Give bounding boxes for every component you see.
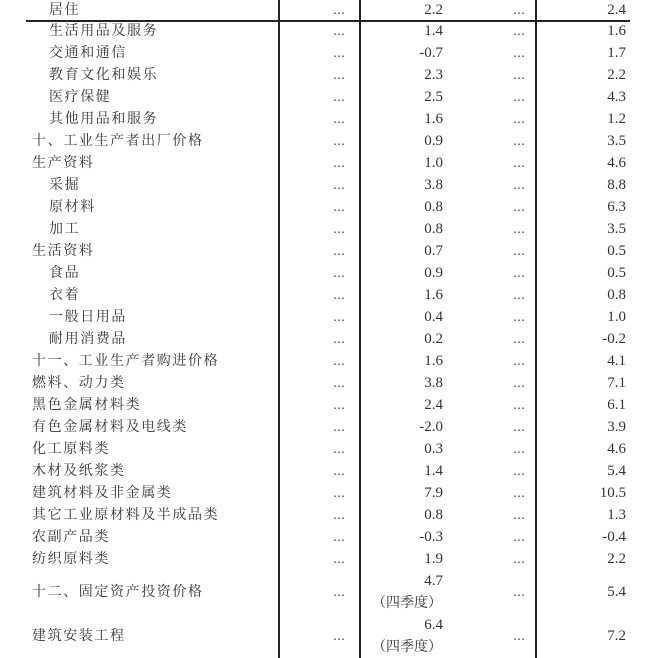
cell-col2: 1.6 xyxy=(424,111,443,127)
row-label: 食品 xyxy=(49,265,81,281)
cell-col1: … xyxy=(333,508,345,522)
cell-col4: -0.2 xyxy=(602,331,626,347)
row-label: 一般日用品 xyxy=(49,309,127,325)
row-label: 木材及纸浆类 xyxy=(32,463,126,479)
cell-col3: … xyxy=(513,552,525,566)
table-row xyxy=(0,86,650,108)
cell-col2-note: （四季度） xyxy=(372,639,442,655)
cell-col4: 1.2 xyxy=(607,111,626,127)
row-label: 建筑材料及非金属类 xyxy=(32,485,173,501)
table-row xyxy=(0,262,650,284)
cell-col3: … xyxy=(513,464,525,478)
cell-col1: … xyxy=(333,530,345,544)
cell-col1: … xyxy=(333,3,345,17)
row-label: 居住 xyxy=(49,2,81,18)
table-row xyxy=(0,570,650,614)
cell-col2: 2.5 xyxy=(424,89,443,105)
cell-col3: … xyxy=(513,310,525,324)
row-label: 采掘 xyxy=(49,177,81,193)
table-row xyxy=(0,108,650,130)
cell-col1: … xyxy=(333,156,345,170)
table-row xyxy=(0,152,650,174)
cell-col3: … xyxy=(513,244,525,258)
cell-col1: … xyxy=(333,222,345,236)
cell-col3: … xyxy=(513,46,525,60)
cell-col2: -2.0 xyxy=(419,419,443,435)
row-label: 生活用品及服务 xyxy=(49,23,159,39)
cell-col3: … xyxy=(513,442,525,456)
cell-col3: … xyxy=(513,68,525,82)
cell-col4: 2.2 xyxy=(607,551,626,567)
cell-col2: 3.8 xyxy=(424,375,443,391)
row-label: 燃料、动力类 xyxy=(32,375,126,391)
table-row xyxy=(0,614,650,658)
cell-col3: … xyxy=(513,3,525,17)
cell-col1: … xyxy=(333,178,345,192)
cell-col2: 0.3 xyxy=(424,441,443,457)
cell-col4: 5.4 xyxy=(607,463,626,479)
cell-col2: 3.8 xyxy=(424,177,443,193)
cell-col2: 2.3 xyxy=(424,67,443,83)
cell-col1: … xyxy=(333,46,345,60)
cell-col4: 4.6 xyxy=(607,155,626,171)
table-row xyxy=(0,42,650,64)
cell-col2: 0.4 xyxy=(424,309,443,325)
cell-col3: … xyxy=(513,376,525,390)
cell-col3: … xyxy=(513,398,525,412)
cell-col2: 0.9 xyxy=(424,133,443,149)
cell-col3: … xyxy=(513,508,525,522)
table-row xyxy=(0,218,650,240)
cell-col3: … xyxy=(513,24,525,38)
cell-col3: … xyxy=(513,200,525,214)
cell-col3: … xyxy=(513,178,525,192)
row-label: 原材料 xyxy=(49,199,96,215)
cell-col3: … xyxy=(513,156,525,170)
cell-col1: … xyxy=(333,200,345,214)
table-row xyxy=(0,174,650,196)
cell-col1: … xyxy=(333,398,345,412)
table-row xyxy=(0,526,650,548)
cell-col2: 1.6 xyxy=(424,353,443,369)
cell-col3: … xyxy=(513,134,525,148)
cell-col2: 1.6 xyxy=(424,287,443,303)
row-label: 其他用品和服务 xyxy=(49,111,159,127)
row-label: 交通和通信 xyxy=(49,45,127,61)
row-label: 衣着 xyxy=(49,287,81,303)
cell-col1: … xyxy=(333,244,345,258)
cell-col2: 2.2 xyxy=(424,2,443,18)
cell-col1: … xyxy=(333,420,345,434)
cell-col3: … xyxy=(513,222,525,236)
cell-col1: … xyxy=(333,552,345,566)
cell-col2: 0.7 xyxy=(424,243,443,259)
table-row xyxy=(0,548,650,570)
table-row xyxy=(0,284,650,306)
row-label: 黑色金属材料类 xyxy=(32,397,142,413)
cell-col4: 2.4 xyxy=(607,2,626,18)
cell-col1: … xyxy=(333,332,345,346)
cell-col2: 1.9 xyxy=(424,551,443,567)
row-label: 有色金属材料及电线类 xyxy=(32,419,188,435)
cell-col4: 3.9 xyxy=(607,419,626,435)
table-row xyxy=(0,240,650,262)
cell-col4: 4.1 xyxy=(607,353,626,369)
cell-col4: 0.5 xyxy=(607,265,626,281)
cell-col3: … xyxy=(513,530,525,544)
table-row xyxy=(0,64,650,86)
cell-col2-note: （四季度） xyxy=(372,595,442,611)
cell-col1: … xyxy=(333,310,345,324)
cell-col1: … xyxy=(333,585,345,599)
cell-col2: 7.9 xyxy=(424,485,443,501)
cell-col4: 6.3 xyxy=(607,199,626,215)
cell-col4: -0.4 xyxy=(602,529,626,545)
cell-col3: … xyxy=(513,288,525,302)
cell-col1: … xyxy=(333,288,345,302)
cell-col3: … xyxy=(513,354,525,368)
cell-col3: … xyxy=(513,332,525,346)
row-label: 生产资料 xyxy=(32,155,95,171)
cell-col3: … xyxy=(513,420,525,434)
cell-col4: 1.6 xyxy=(607,23,626,39)
row-label: 生活资料 xyxy=(32,243,95,259)
row-label: 十、工业生产者出厂价格 xyxy=(32,133,204,149)
row-label: 十二、固定资产投资价格 xyxy=(32,584,204,600)
cell-col4: 3.5 xyxy=(607,133,626,149)
cell-col2: 0.8 xyxy=(424,507,443,523)
table-row xyxy=(0,20,650,42)
table-row xyxy=(0,394,650,416)
table-row xyxy=(0,130,650,152)
table-row xyxy=(0,482,650,504)
cell-col2: 0.8 xyxy=(424,221,443,237)
cell-col2: 4.7 xyxy=(424,573,443,589)
cell-col4: 4.3 xyxy=(607,89,626,105)
cell-col4: 6.1 xyxy=(607,397,626,413)
row-label: 化工原料类 xyxy=(32,441,110,457)
row-label: 纺织原料类 xyxy=(32,551,110,567)
cell-col1: … xyxy=(333,68,345,82)
table-row xyxy=(0,460,650,482)
table-row xyxy=(0,306,650,328)
cell-col4: 8.8 xyxy=(607,177,626,193)
cell-col2: -0.3 xyxy=(419,529,443,545)
table-row xyxy=(0,350,650,372)
cell-col1: … xyxy=(333,90,345,104)
cell-col4: 0.8 xyxy=(607,287,626,303)
cell-col4: 7.1 xyxy=(607,375,626,391)
cell-col3: … xyxy=(513,266,525,280)
cell-col2: 1.4 xyxy=(424,23,443,39)
table-row xyxy=(0,328,650,350)
cell-col4: 1.0 xyxy=(607,309,626,325)
cell-col1: … xyxy=(333,354,345,368)
table-row xyxy=(0,0,650,21)
cell-col4: 4.6 xyxy=(607,441,626,457)
cell-col4: 7.2 xyxy=(607,628,626,644)
cell-col3: … xyxy=(513,90,525,104)
cell-col2: -0.7 xyxy=(419,45,443,61)
cell-col4: 2.2 xyxy=(607,67,626,83)
cell-col2: 1.0 xyxy=(424,155,443,171)
cell-col3: … xyxy=(513,112,525,126)
row-label: 十一、工业生产者购进价格 xyxy=(32,353,220,369)
cell-col3: … xyxy=(513,585,525,599)
cell-col2: 1.4 xyxy=(424,463,443,479)
cell-col4: 1.7 xyxy=(607,45,626,61)
cell-col2: 0.2 xyxy=(424,331,443,347)
cell-col1: … xyxy=(333,134,345,148)
cell-col4: 10.5 xyxy=(599,485,626,501)
row-label: 耐用消费品 xyxy=(49,331,127,347)
cell-col2: 6.4 xyxy=(424,617,443,633)
cell-col1: … xyxy=(333,376,345,390)
cell-col1: … xyxy=(333,266,345,280)
cell-col1: … xyxy=(333,629,345,643)
cell-col3: … xyxy=(513,486,525,500)
row-label: 其它工业原材料及半成品类 xyxy=(32,507,220,523)
cell-col4: 3.5 xyxy=(607,221,626,237)
cell-col4: 1.3 xyxy=(607,507,626,523)
cell-col2: 2.4 xyxy=(424,397,443,413)
cell-col3: … xyxy=(513,629,525,643)
row-label: 教育文化和娱乐 xyxy=(49,67,159,83)
row-label: 医疗保健 xyxy=(49,89,112,105)
cell-col1: … xyxy=(333,464,345,478)
table-row xyxy=(0,438,650,460)
cell-col4: 0.5 xyxy=(607,243,626,259)
cell-col4: 5.4 xyxy=(607,584,626,600)
table-row xyxy=(0,372,650,394)
cell-col1: … xyxy=(333,486,345,500)
table-row xyxy=(0,196,650,218)
row-label: 建筑安装工程 xyxy=(32,628,126,644)
cell-col1: … xyxy=(333,112,345,126)
cell-col1: … xyxy=(333,442,345,456)
row-label: 加工 xyxy=(49,221,81,237)
table-row xyxy=(0,416,650,438)
cell-col1: … xyxy=(333,24,345,38)
table-row xyxy=(0,504,650,526)
cell-col2: 0.8 xyxy=(424,199,443,215)
row-label: 农副产品类 xyxy=(32,529,110,545)
cell-col2: 0.9 xyxy=(424,265,443,281)
